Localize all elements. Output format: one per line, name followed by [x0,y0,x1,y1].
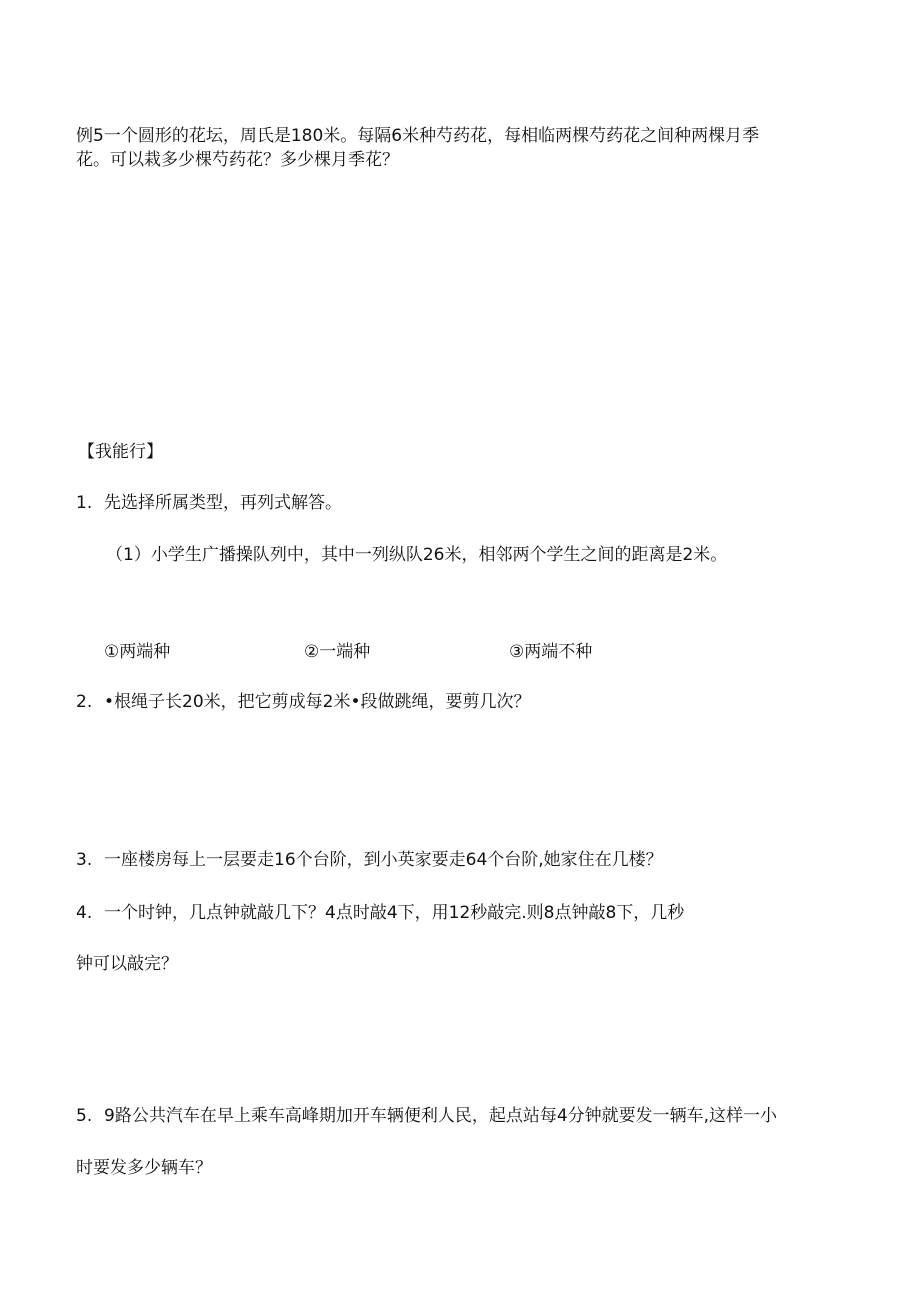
question-5-cont: 时要发多少辆车？ [76,1158,212,1178]
example-line-2: 花。可以栽多少棵芍药花？多少棵月季花？ [76,150,399,170]
question-1 [76,491,342,515]
question-text: •根绳子长20米，把它剪成每2米•段做跳绳，要剪几次？ [104,692,531,712]
question-text: 9路公共汽车在早上乘车高峰期加开车辆便利人民，起点站每4分钟就要发一辆车,这样一小 [104,1106,778,1126]
question-number: 4. [76,903,93,923]
option-1: ①两端种 [104,642,171,662]
question-text: 一座楼房每上一层要走16个台阶，到小英家要走64个台阶,她家住在几楼？ [104,850,663,870]
question-text: 一个时钟，几点钟就敲几下？4点时敲4下，用12秒敲完.则8点钟敲8下，几秒 [104,903,685,923]
question-number: 2. [76,692,93,712]
question-number: 1. [76,493,93,513]
question-4 [76,901,684,925]
question-text: 先选择所属类型，再列式解答。 [104,493,342,513]
question-5 [76,1104,777,1128]
section-title: 【我能行】 [78,442,163,462]
option-2: ②一端种 [304,642,371,662]
question-1-sub-1: （1）小学生广播操队列中，其中一列纵队26米，相邻两个学生之间的距离是2米。 [106,545,728,565]
question-number: 5. [76,1106,93,1126]
question-4-cont: 钟可以敲完？ [76,954,178,974]
option-3: ③两端不种 [509,642,593,662]
question-number: 3. [76,850,93,870]
example-line-1: 例5一个圆形的花坛，周氏是180米。每隔6米种芍药花，每相临两棵芍药花之间种两棵月季 [76,126,760,146]
question-3 [76,848,663,872]
question-2 [76,690,531,714]
